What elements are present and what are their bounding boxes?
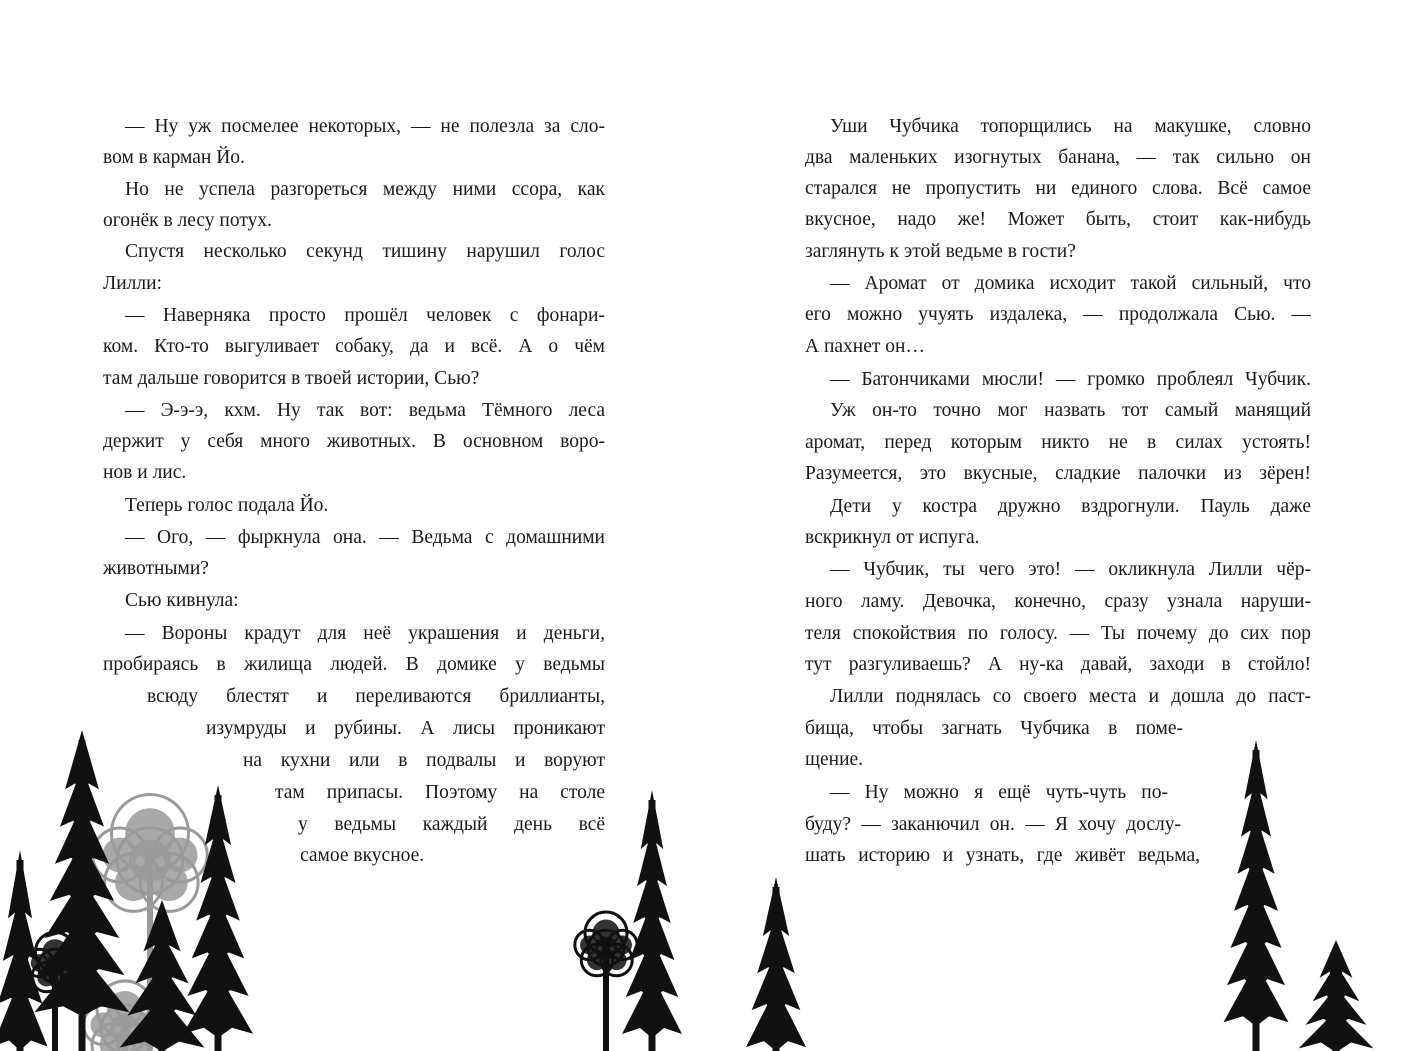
text-line-content: вом в карман Йо. [103,147,245,168]
text-line-content: щение. [805,749,864,770]
text-line [243,749,605,773]
text-line [103,557,605,581]
text-line [805,844,1200,868]
text-line [805,526,1311,550]
text-line-content: буду? — заканючил он. — Я хочу дослу- [805,814,1181,835]
text-line-content: держит у себя много животных. В основном воро- [103,431,605,452]
text-line [103,653,605,677]
text-line-content: — Э-э-э, кхм. Ну так вот: ведьма Тёмного леса [125,400,605,421]
text-line [830,399,1311,423]
text-line-content: — Ого, — фыркнула она. — Ведьма с домашними [125,527,605,548]
text-line [805,622,1311,646]
text-line-content: всюду блестят и переливаются бриллианты, [147,686,605,707]
text-line [830,685,1311,709]
text-line-content: животными? [103,558,209,579]
text-line [125,304,605,328]
text-line-content: огонёк в лесу потух. [103,210,272,231]
text-line-content: шать историю и узнать, где живёт ведьма, [805,845,1200,866]
text-line [125,399,605,423]
text-line-content: — Батончиками мюсли! — громко проблеял Чубчик. [830,369,1311,390]
text-line-content: — Ну уж посмелее некоторых, — не полезла за сло- [125,116,605,137]
text-line-content: — Чубчик, ты чего это! — окликнула Лилли чёр- [830,559,1311,580]
text-line [805,590,1311,614]
text-line [805,813,1181,837]
text-line-content: самое вкусное. [300,845,425,866]
text-line [830,368,1311,392]
pine-tree-icon [622,790,682,1051]
text-line-content: теля спокойствия по голосу. — Ты почему до сих пор [805,623,1311,644]
text-line-content: нов и лис. [103,462,187,483]
text-line-content: А пахнет он… [805,336,925,357]
text-line [805,177,1311,201]
text-line-content: Теперь голос подала Йо. [125,495,329,516]
text-line [125,526,605,550]
pine-tree-icon [1299,940,1374,1051]
text-line [300,844,605,868]
text-line-content: изумруды и рубины. А лисы проникают [206,718,605,739]
text-line [103,272,605,296]
text-line [103,461,605,485]
text-line-content: Дети у костра дружно вздрогнули. Пауль даже [830,496,1311,517]
text-line [147,685,605,709]
text-line [125,589,605,613]
text-line [805,431,1311,455]
text-line-content: тут разгуливаешь? А ну-ка давай, заходи в стойло! [805,654,1311,675]
pine-tree-icon [35,730,130,1051]
text-line [125,115,605,139]
text-line-content: — Ну можно я ещё чуть-чуть по- [830,782,1168,803]
text-line-content: Лилли: [103,273,162,294]
text-line-content: бища, чтобы загнать Чубчика в поме- [805,718,1183,739]
text-line [830,781,1168,805]
text-line [830,272,1311,296]
text-line [830,495,1311,519]
text-line-content: пробираясь в жилища людей. В домике у ведьмы [103,654,605,675]
text-line [830,558,1311,582]
text-line [125,240,605,264]
text-line [805,653,1311,677]
pine-tree-icon [746,877,806,1051]
text-line-content: Уж он-то точно мог назвать тот самый манящий [830,400,1311,421]
text-line-content: вскрикнул от испуга. [805,527,980,548]
text-line-content: Уши Чубчика топорщились на макушке, словно [830,116,1311,137]
text-line-content: его можно учуять издалека, — продолжала Сью. — [805,304,1311,325]
text-line-content: там дальше говорится в твоей истории, Сью? [103,368,480,389]
text-line-content: — Наверняка просто прошёл человек с фонари- [125,305,605,326]
text-line-content: Но не успела разгореться между ними ссора, как [125,179,605,200]
text-line-content: аромат, перед которым никто не в силах устоять! [805,432,1311,453]
text-line [805,240,1311,264]
text-line [103,209,605,233]
text-line-content: ного ламу. Девочка, конечно, сразу узнала наруши- [805,591,1311,612]
text-line [125,622,605,646]
text-line-content: старался не пропустить ни единого слова. Всё самое [805,178,1311,199]
text-line [805,146,1311,170]
text-line-content: — Аромат от домика исходит такой сильный, что [830,273,1311,294]
text-line [805,303,1311,327]
pine-tree-icon [1224,740,1289,1051]
text-line [103,430,605,454]
text-line [103,335,605,359]
text-line [805,462,1311,486]
text-line [805,208,1311,232]
text-line-content: заглянуть к этой ведьме в гости? [805,241,1076,262]
text-line [275,781,605,805]
text-line-content: ком. Кто-то выгуливает собаку, да и всё. А о чём [103,336,605,357]
text-line [298,813,605,837]
text-line-content: Разумеется, это вкусные, сладкие палочки из зёрен! [805,463,1311,484]
text-line [805,748,1183,772]
text-line-content: вкусное, надо же! Может быть, стоит как-нибудь [805,209,1311,230]
text-line [103,367,605,391]
text-line [125,178,605,202]
text-line-content: там припасы. Поэтому на столе [275,782,605,803]
text-line-content: Спустя несколько секунд тишину нарушил голос [125,241,605,262]
text-line-content: два маленьких изогнутых банана, — так сильно он [805,147,1311,168]
text-line [805,717,1183,741]
text-line [103,146,605,170]
text-line-content: — Вороны крадут для неё украшения и деньги, [125,623,605,644]
text-line [206,717,605,741]
text-line [125,494,605,518]
text-line [830,115,1311,139]
text-line [805,335,1311,359]
text-line-content: Сью кивнула: [125,590,239,611]
text-line-content: на кухни или в подвалы и воруют [243,750,605,771]
text-line-content: у ведьмы каждый день всё [298,814,605,835]
text-line-content: Лилли поднялась со своего места и дошла до паст- [830,686,1311,707]
